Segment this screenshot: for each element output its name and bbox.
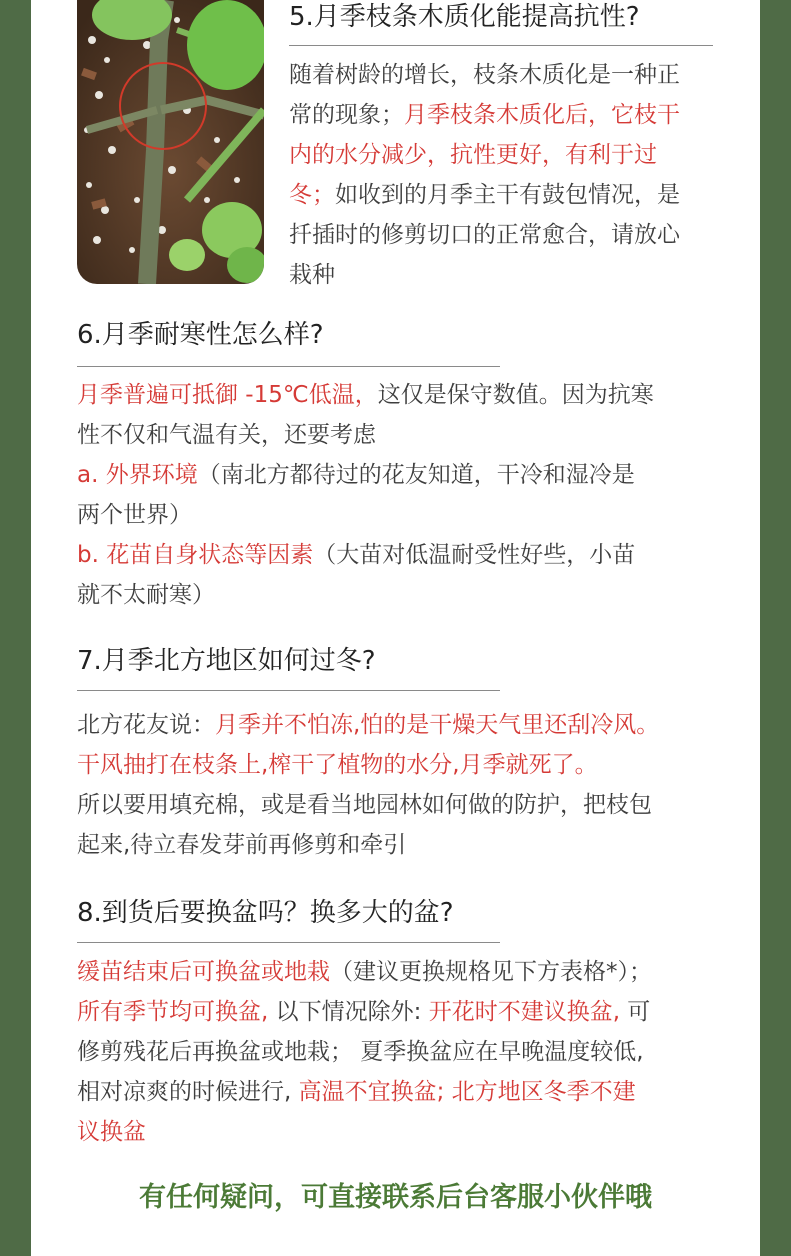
q5-title: 5.月季枝条木质化能提高抗性? (289, 2, 640, 32)
highlight-text: b. 花苗自身状态等因素 (77, 542, 314, 568)
highlight-text: 月季普遍可抵御 -15℃低温， (77, 382, 378, 408)
answer-line (77, 455, 654, 495)
answer-line (77, 952, 652, 992)
body-text: 扦插时的修剪切口的正常愈合，请放心 (289, 222, 680, 248)
highlight-text: 议换盆 (77, 1119, 146, 1145)
body-text: 修剪残花后再换盆或地栽； 夏季换盆应在早晚温度较低, (77, 1039, 644, 1065)
q7-divider (77, 690, 500, 691)
answer-line (77, 785, 659, 825)
answer-line (289, 95, 680, 135)
answer-line (77, 745, 659, 785)
q6-answer (77, 375, 654, 615)
answer-line (77, 705, 659, 745)
answer-line (77, 495, 654, 535)
q8-divider (77, 942, 500, 943)
answer-line (77, 1112, 652, 1152)
footer-contact-note: 有任何疑问，可直接联系后台客服小伙伴哦 (139, 1182, 652, 1213)
highlight-text: a. 外界环境 (77, 462, 198, 488)
q6-divider (77, 366, 500, 367)
answer-line (77, 575, 654, 615)
body-text: 栽种 (289, 262, 335, 288)
highlight-text: 干风抽打在枝条上,榨干了植物的水分,月季就死了。 (77, 752, 598, 778)
rose-stem-photo (77, 0, 264, 284)
body-text: 如收到的月季主干有鼓包情况，是 (335, 182, 680, 208)
body-text: （南北方都待过的花友知道，干冷和湿冷是 (197, 462, 635, 488)
q7-answer (77, 705, 659, 865)
body-text: 可 (620, 999, 651, 1025)
highlight-text: 高温不宜换盆; 北方地区冬季不建 (291, 1079, 636, 1105)
body-text: 起来,待立春发芽前再修剪和牵引 (77, 832, 407, 858)
answer-line (289, 175, 680, 215)
answer-line (289, 255, 680, 295)
q8-title: 8.到货后要换盆吗？换多大的盆? (77, 898, 454, 928)
highlight-text: 内的水分减少，抗性更好，有利于过 (289, 142, 657, 168)
body-text: 相对凉爽的时候进行, (77, 1079, 292, 1105)
highlight-text: 月季枝条木质化后，它枝干 (404, 102, 680, 128)
answer-line (289, 215, 680, 255)
q7-title: 7.月季北方地区如何过冬? (77, 646, 376, 676)
answer-line (77, 992, 652, 1032)
body-text: 两个世界） (77, 502, 192, 528)
highlight-text: 冬； (289, 182, 335, 208)
q5-answer (289, 55, 680, 295)
answer-line (77, 1032, 652, 1072)
highlight-text: 缓苗结束后可换盆或地栽 (77, 959, 330, 985)
body-text: （建议更换规格见下方表格*）； (330, 959, 652, 985)
body-text: 随着树龄的增长，枝条木质化是一种正 (289, 62, 680, 88)
body-text: 这仅是保守数值。因为抗寒 (377, 382, 654, 408)
highlight-text: 开花时不建议换盆, (428, 999, 620, 1025)
answer-line (77, 375, 654, 415)
body-text: 所以要用填充棉，或是看当地园林如何做的防护，把枝包 (77, 792, 652, 818)
answer-line (77, 535, 654, 575)
answer-line (77, 1072, 652, 1112)
answer-line (289, 135, 680, 175)
body-text: 常的现象； (289, 102, 404, 128)
answer-line (289, 55, 680, 95)
body-text: 性不仅和气温有关，还要考虑 (77, 422, 376, 448)
q5-divider (289, 45, 713, 46)
q6-title: 6.月季耐寒性怎么样? (77, 320, 324, 350)
body-text: （大苗对低温耐受性好些，小苗 (313, 542, 636, 568)
highlight-text: 月季并不怕冻,怕的是干燥天气里还刮冷风。 (215, 712, 660, 738)
body-text: 以下情况除外: (268, 999, 429, 1025)
highlight-text: 所有季节均可换盆, (77, 999, 269, 1025)
answer-line (77, 415, 654, 455)
q8-answer (77, 952, 652, 1152)
body-text: 就不太耐寒） (77, 582, 215, 608)
answer-line (77, 825, 659, 865)
body-text: 北方花友说： (77, 712, 215, 738)
